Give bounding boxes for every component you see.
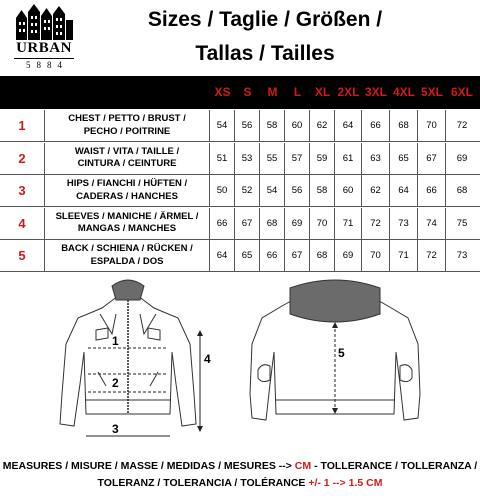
measure-note-suffix: - TOLLERANCE / TOLLERANZA /: [314, 460, 478, 472]
table-row: [0, 175, 480, 207]
measure-label: 3: [112, 422, 119, 436]
row-label-line1: WAIST / VITA / TAILLE /: [74, 145, 180, 157]
tolerance-prefix: TOLERANZ / TOLERANCIA / TOLÉRANCE: [97, 477, 306, 489]
table-row: [0, 208, 480, 240]
row-label-line2: CINTURA / CEINTURE: [77, 158, 177, 170]
brand-number: 5884: [26, 60, 68, 70]
size-value-cell: 72: [456, 120, 468, 131]
size-value-cell: 70: [418, 110, 446, 141]
size-value-cell: 73: [390, 208, 418, 239]
size-value-cell: 66: [260, 240, 285, 271]
size-value-cell: 64: [210, 240, 235, 271]
size-value-cell: 65: [235, 240, 260, 271]
size-value-cell: 62: [362, 175, 390, 206]
page-title-line2: Tallas / Tailles: [195, 42, 335, 65]
size-value-cell: 68: [260, 208, 285, 239]
measure-note: [0, 454, 480, 498]
size-value-cell: 64: [390, 175, 418, 206]
size-value-cell: 59: [310, 143, 335, 174]
size-value-cell: 54: [260, 175, 285, 206]
tolerance-value: +/- 1 --> 1.5 CM: [308, 477, 383, 489]
row-label: [45, 143, 210, 174]
size-header: M: [267, 85, 278, 99]
row-label-line1: HIPS / FIANCHI / HÜFTEN /: [66, 178, 188, 190]
row-number: 4: [0, 208, 45, 239]
row-label: [45, 240, 210, 271]
size-value-cell: 70: [362, 240, 390, 271]
size-value-cell: 66: [210, 208, 235, 239]
measure-note-line2: [0, 475, 480, 492]
size-value-cell: 58: [260, 110, 285, 141]
table-row: [0, 110, 480, 142]
size-header: XL: [314, 85, 331, 99]
row-label-line1: SLEEVES / MANICHE / ÄRMEL /: [55, 210, 199, 222]
size-value-cell: 56: [235, 110, 260, 141]
size-value-cell: 62: [310, 110, 335, 141]
size-value-cell: 72: [362, 208, 390, 239]
size-value-cell: 68: [310, 240, 335, 271]
jacket-diagram: [0, 274, 480, 454]
size-header: 3XL: [364, 85, 387, 99]
table-row: [0, 143, 480, 175]
size-value-cell: 66: [418, 175, 446, 206]
measure-label: 1: [112, 334, 119, 348]
row-label-line2: PECHO / POITRINE: [83, 125, 171, 137]
brand-divider: [14, 58, 74, 59]
size-header: XS: [214, 85, 231, 99]
size-value-cell: 72: [418, 240, 446, 271]
size-value-cell: 64: [335, 110, 362, 141]
row-number: 3: [0, 175, 45, 206]
header: [0, 0, 480, 76]
size-header: 4XL: [392, 85, 415, 99]
size-value-cell: 68: [456, 185, 468, 197]
measure-label: 4: [204, 352, 211, 366]
measure-note-line1: [0, 458, 480, 475]
size-value-cell: 75: [456, 217, 468, 229]
measure-label: 5: [338, 346, 345, 360]
size-value-cell: 61: [335, 143, 362, 174]
size-header: S: [243, 85, 252, 99]
size-value-cell: 71: [335, 208, 362, 239]
size-value-cell: 67: [235, 208, 260, 239]
size-value-cell: 50: [210, 175, 235, 206]
size-value-cell: 69: [456, 152, 468, 164]
row-label: [45, 110, 210, 141]
page-title-line1: Sizes / Taglie / Größen /: [147, 8, 383, 31]
size-value-cell: 60: [335, 175, 362, 206]
size-value-cell: 52: [235, 175, 260, 206]
size-header: 6XL: [450, 85, 473, 99]
jacket-diagram-drawing: [0, 274, 480, 454]
size-value-cell: 74: [418, 208, 446, 239]
buildings-icon: [14, 4, 74, 40]
size-value-cell: 69: [335, 240, 362, 271]
row-number: 1: [0, 110, 45, 141]
row-label: [45, 175, 210, 206]
size-header: 2XL: [337, 85, 360, 99]
size-header: L: [293, 85, 302, 99]
size-header-bar: [0, 76, 480, 109]
measure-note-prefix: MEASURES / MISURE / MASSE / MEDIDAS / MESURES -->: [2, 460, 292, 472]
size-value-cell: 56: [285, 175, 310, 206]
row-label-line1: CHEST / PETTO / BRUST /: [68, 113, 186, 124]
size-value-cell: 66: [362, 110, 390, 141]
size-value-cell: 63: [362, 143, 390, 174]
size-value-cell: 69: [285, 208, 310, 239]
brand-logo: [8, 4, 80, 68]
row-label: [45, 208, 210, 239]
size-value-cell: 65: [390, 143, 418, 174]
measure-unit: CM: [294, 460, 312, 472]
row-label-line2: CADERAS / HANCHES: [76, 190, 178, 202]
row-label-line2: MANGAS / MANCHES: [77, 223, 177, 235]
size-value-cell: 71: [390, 240, 418, 271]
size-value-cell: 60: [285, 110, 310, 141]
size-value-cell: 67: [285, 240, 310, 271]
size-value-cell: 54: [210, 110, 235, 141]
size-value-cell: 70: [310, 208, 335, 239]
brand-name: URBAN: [16, 40, 72, 56]
measure-label: 2: [112, 376, 119, 390]
size-value-cell: 51: [210, 143, 235, 174]
row-number: 5: [0, 240, 45, 271]
size-value-cell: 57: [285, 143, 310, 174]
size-value-cell: 58: [310, 175, 335, 206]
size-header: 5XL: [420, 85, 443, 99]
size-value-cell: 68: [390, 110, 418, 141]
size-value-cell: 55: [260, 143, 285, 174]
row-number: 2: [0, 143, 45, 174]
row-label-line1: BACK / SCHIENA / RÜCKEN /: [61, 243, 193, 255]
size-value-cell: 53: [235, 143, 260, 174]
table-row: [0, 240, 480, 272]
size-value-cell: 73: [456, 250, 468, 262]
row-label-line2: ESPALDA / DOS: [90, 255, 164, 267]
size-value-cell: 67: [418, 143, 446, 174]
